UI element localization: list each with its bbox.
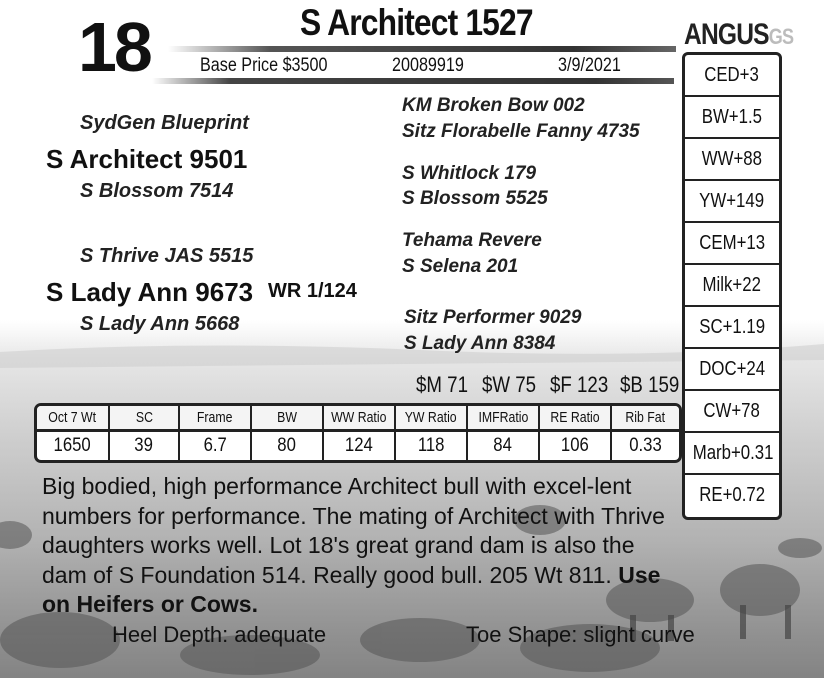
performance-value: 80	[251, 430, 323, 460]
title-rule-bottom	[152, 78, 674, 84]
epd-re: RE+0.72	[699, 484, 765, 506]
performance-header: RE Ratio	[539, 406, 611, 430]
epd-marb: Marb+0.31	[685, 433, 779, 475]
pedigree-ggs-3: Tehama Revere	[402, 230, 542, 251]
pedigree-ggd-2: S Blossom 5525	[402, 188, 548, 209]
epd-column	[682, 52, 782, 520]
pedigree-ggs-4: Sitz Performer 9029	[404, 307, 582, 328]
epd-doc: DOC+24	[685, 349, 779, 391]
performance-value: 1650	[37, 430, 109, 460]
performance-value: 106	[539, 430, 611, 460]
performance-header: BW	[251, 406, 323, 430]
description-recommendation: Use on Heifers or Cows.	[42, 561, 661, 617]
performance-value: 0.33	[629, 434, 662, 456]
angus-gs-logo: ANGUSGS	[684, 18, 794, 51]
epd-ced: CED+3	[685, 55, 779, 97]
performance-header: Rib Fat	[611, 406, 679, 430]
bull-name-title: S Architect 1527	[300, 2, 533, 43]
epd-bw: BW+1.5	[685, 97, 779, 139]
title-rule-top	[168, 46, 676, 52]
pedigree-sire-sire: SydGen Blueprint	[80, 112, 249, 134]
index-b: $B 159	[620, 372, 680, 397]
bull-description	[42, 472, 672, 620]
performance-value-row	[37, 430, 679, 460]
epd-ww: WW+88	[685, 139, 779, 181]
pedigree-ggd-1: Sitz Florabelle Fanny 4735	[402, 121, 640, 142]
performance-header: WW Ratio	[323, 406, 395, 430]
pedigree-ggs-2: S Whitlock 179	[402, 163, 537, 184]
epd-cem: CEM+13	[685, 223, 779, 265]
pedigree-dam-sire: S Thrive JAS 5515	[80, 245, 254, 267]
epd-milk: Milk+22	[685, 265, 779, 307]
index-m: $M 71	[416, 372, 468, 397]
performance-value: 84	[467, 430, 539, 460]
performance-header: YW Ratio	[395, 406, 467, 430]
pedigree-sire-dam: S Blossom 7514	[80, 180, 234, 202]
lot-number: 18	[78, 8, 150, 86]
performance-table	[34, 403, 682, 463]
performance-value: 6.7	[179, 430, 251, 460]
description-text: Big bodied, high performance Architect bull with excel-lent numbers for performance. The mating of Architect with Thrive daughters works well. Lot 18's great grand dam is also the dam of S Foundation 514. Really good bull. 205 Wt 811.	[42, 473, 665, 588]
performance-value: 124	[323, 430, 395, 460]
performance-header: Oct 7 Wt	[37, 406, 109, 430]
pedigree-dam: S Lady Ann 9673	[46, 277, 254, 307]
toe-shape: Toe Shape: slight curve	[466, 622, 695, 647]
epd-cw: CW+78	[685, 391, 779, 433]
index-f: $F 123	[550, 372, 609, 397]
performance-header: IMFRatio	[467, 406, 539, 430]
performance-header: Frame	[179, 406, 251, 430]
pedigree-ggd-4: S Lady Ann 8384	[404, 333, 556, 354]
performance-header-row	[37, 406, 679, 430]
epd-yw: YW+149	[685, 181, 779, 223]
pedigree-sire: S Architect 9501	[46, 144, 248, 174]
weaning-ratio-note: WR 1/124	[268, 280, 357, 302]
registration-number: 20089919	[392, 55, 464, 76]
base-price: Base Price $3500	[200, 55, 328, 76]
epd-sc: SC+1.19	[685, 307, 779, 349]
pedigree-ggd-3: S Selena 201	[402, 256, 519, 277]
performance-header: SC	[109, 406, 179, 430]
heel-depth: Heel Depth: adequate	[112, 622, 327, 647]
index-w: $W 75	[482, 372, 537, 397]
performance-value: 118	[395, 430, 467, 460]
performance-value: 39	[109, 430, 179, 460]
pedigree-dam-dam: S Lady Ann 5668	[80, 313, 240, 335]
birth-date: 3/9/2021	[558, 55, 621, 76]
pedigree-ggs-1: KM Broken Bow 002	[402, 95, 585, 116]
